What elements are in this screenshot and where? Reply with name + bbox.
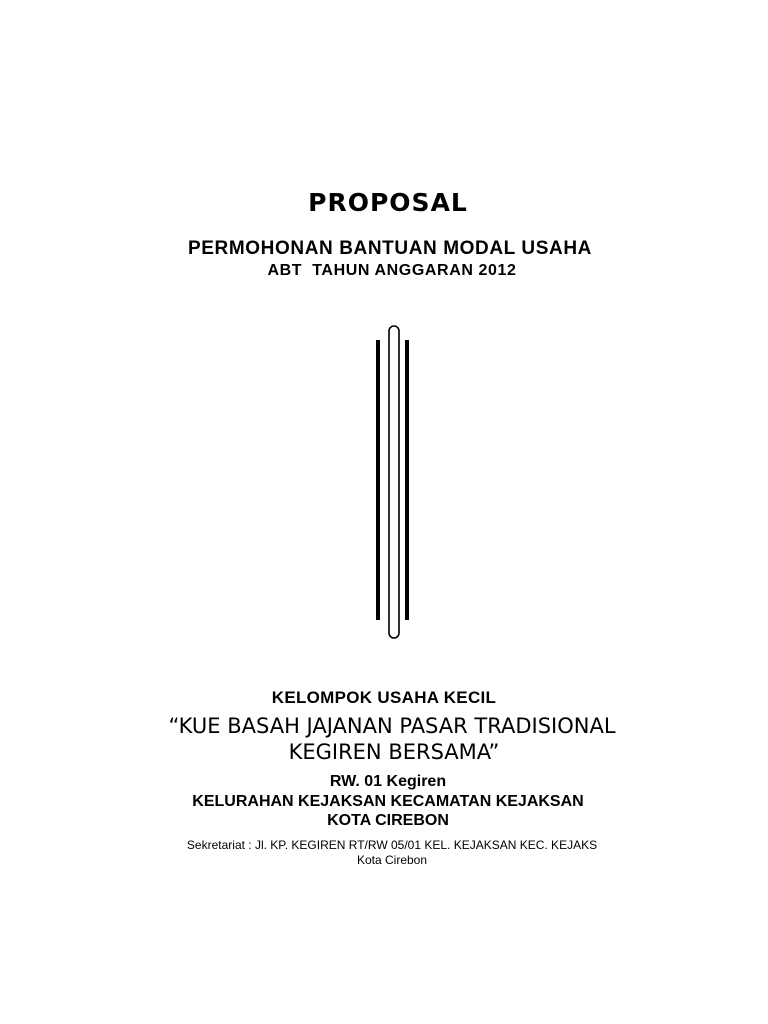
city-label: KOTA CIREBON [327,812,449,829]
decorative-line-ornament [372,322,416,642]
proposal-subject: PERMOHONAN BANTUAN MODAL USAHA [188,238,592,259]
right-bar [405,340,409,620]
rw-label: RW. 01 Kegiren [329,773,447,790]
group-name-line2: KEGIREN BERSAMA” [288,740,500,764]
secretariat-address: Sekretariat : Jl. KP. KEGIREN RT/RW 05/01 KEL. KEJAKSAN KEC. KEJAKS [186,838,598,852]
group-name-line1: “KUE BASAH JAJANAN PASAR TRADISIONAL [168,714,616,738]
left-bar [376,340,380,620]
document-title: PROPOSAL [308,188,468,217]
group-label: KELOMPOK USAHA KECIL [271,688,497,707]
center-pill [389,326,399,638]
kelurahan-label: KELURAHAN KEJAKSAN KECAMATAN KEJAKSAN [192,793,584,810]
secretariat-city: Kota Cirebon [356,853,428,867]
budget-year: ABT TAHUN ANGGARAN 2012 [267,262,517,279]
